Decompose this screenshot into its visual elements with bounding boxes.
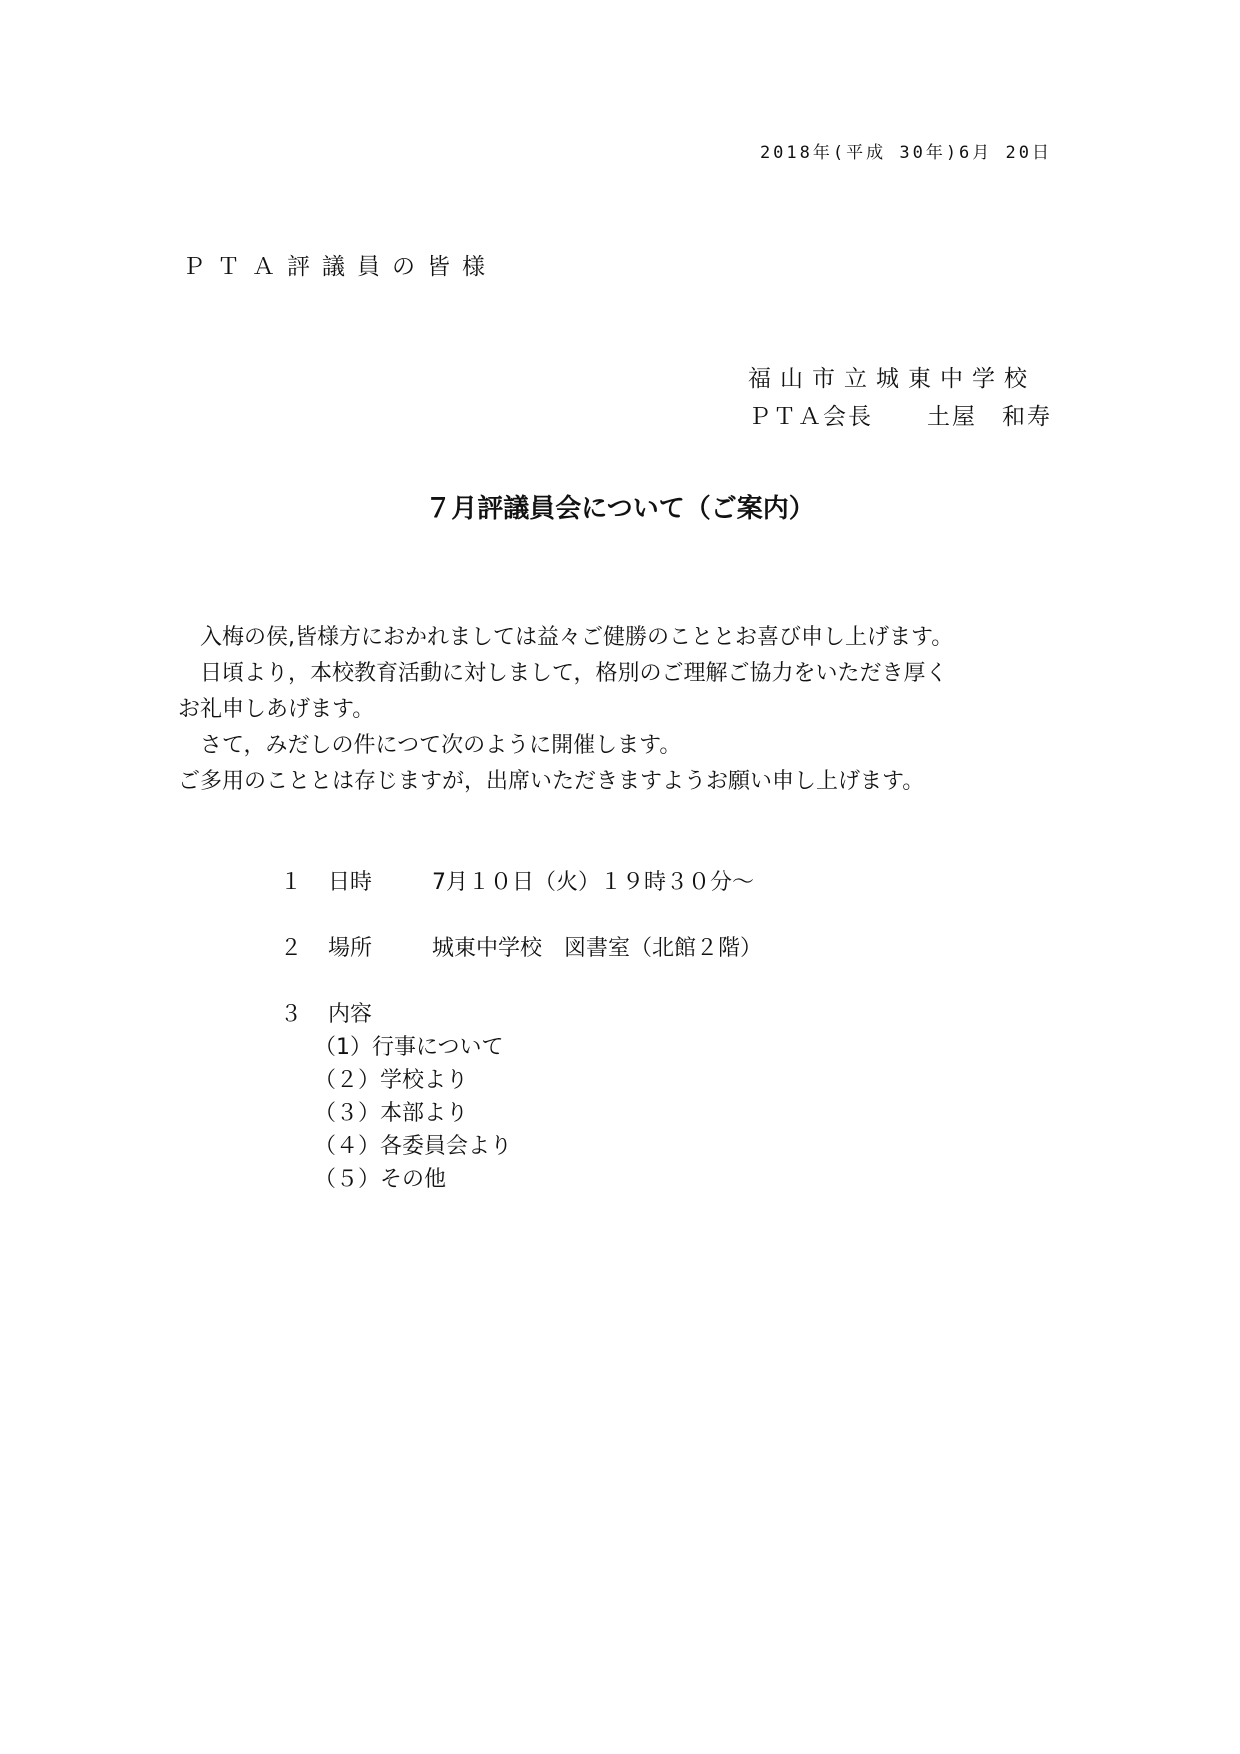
agenda-item: （４）各委員会より xyxy=(314,1134,513,1159)
detail-number: ３ xyxy=(280,1002,303,1027)
agenda-item: （２）学校より xyxy=(314,1068,469,1093)
agenda-item: （３）本部より xyxy=(314,1101,469,1126)
detail-label: 場所 xyxy=(328,936,373,961)
agenda-item: （５）その他 xyxy=(314,1167,447,1192)
sender-name: 土屋 和寿 xyxy=(927,404,1052,430)
body-line: 日頃より，本校教育活動に対しまして，格別のご理解ご協力をいただき厚く xyxy=(200,661,948,686)
body-line: ご多用のこととは存じますが，出席いただきますようお願い申し上げます。 xyxy=(178,769,925,794)
document-date: 2018年(平成 30年)6月 20日 xyxy=(759,143,1052,163)
detail-label: 内容 xyxy=(328,1002,373,1027)
document-title: ７月評議員会について（ご案内） xyxy=(425,494,815,524)
detail-item-datetime xyxy=(280,866,762,899)
detail-value: 城東中学校 図書室（北館２階） xyxy=(432,936,763,961)
sender-block xyxy=(748,360,1052,436)
body-line: 入梅の侯,皆様方におかれましては益々ご健勝のこととお喜び申し上げます。 xyxy=(200,625,954,650)
detail-number: １ xyxy=(280,870,303,895)
detail-number: ２ xyxy=(280,936,303,961)
sender-role: ＰＴＡ会長 xyxy=(748,404,873,430)
body-line: さて，みだしの件につて次のように開催します。 xyxy=(200,733,682,758)
detail-item-place xyxy=(280,932,762,965)
addressee: ＰＴＡ評議員の皆様 xyxy=(182,254,497,280)
detail-item-content xyxy=(280,998,762,1031)
body-text xyxy=(178,620,1058,800)
detail-value: 7月１０日（火）１９時３０分～ xyxy=(432,870,754,895)
agenda-list xyxy=(280,1031,762,1196)
meeting-details xyxy=(280,866,762,1196)
agenda-item: （1）行事について xyxy=(314,1035,504,1060)
body-line: お礼申しあげます。 xyxy=(178,697,375,722)
detail-label: 日時 xyxy=(328,870,373,895)
sender-role-line xyxy=(748,398,1052,436)
sender-school: 福山市立城東中学校 xyxy=(748,366,1036,392)
